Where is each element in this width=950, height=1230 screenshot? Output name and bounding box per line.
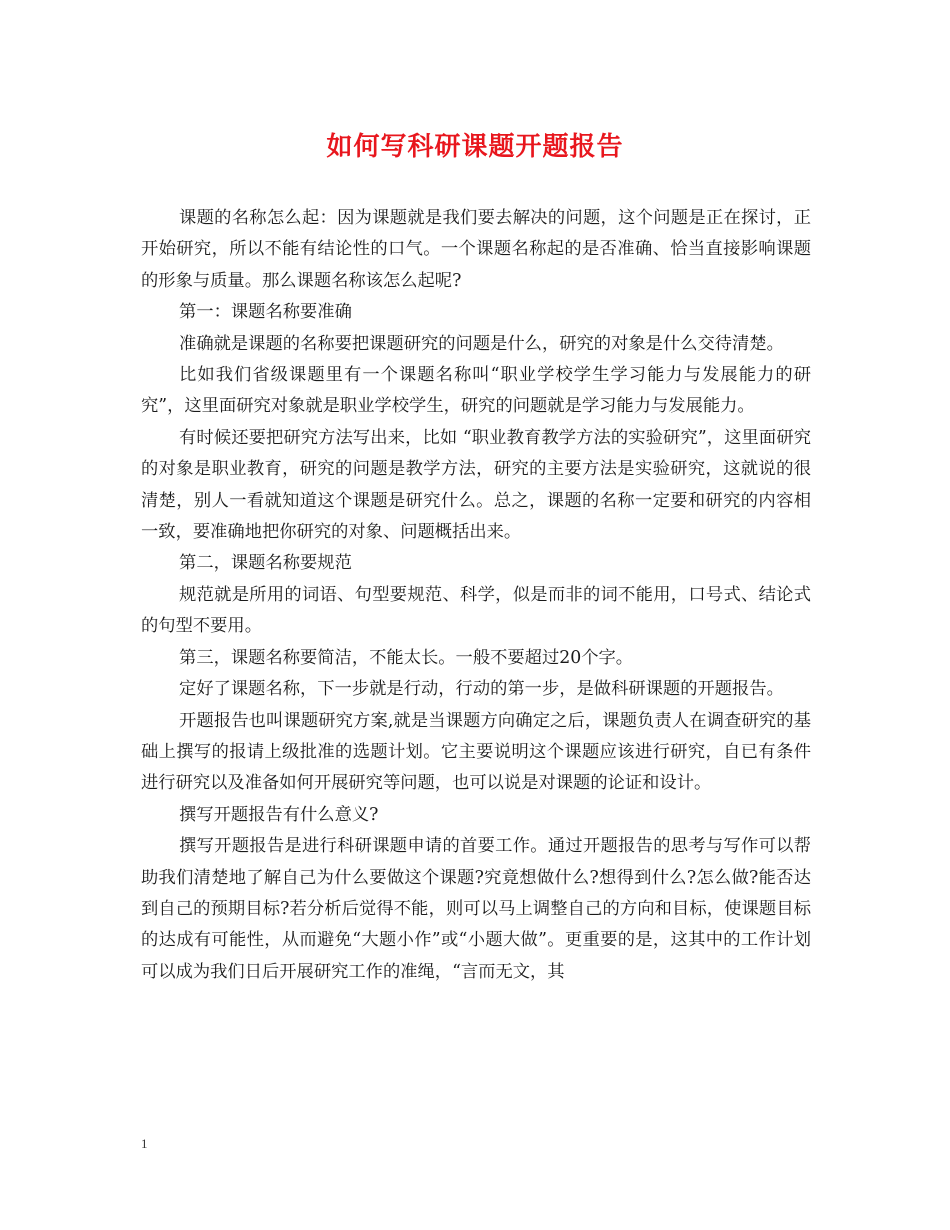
paragraph-next-step: 定好了课题名称，下一步就是行动，行动的第一步，是做科研课题的开题报告。: [179, 679, 784, 700]
paragraph-standard: 规范就是所用的词语、句型要规范、科学，似是而非的词不能用，口号式、结论式的句型不要用。: [141, 584, 811, 637]
paragraph-research-method: 有时候还要把研究方法写出来，比如 “职业教育教学方法的实验研究”，这里面研究的对象是职业教育，研究的问题是教学方法，研究的主要方法是实验研究，这就说的很清楚，别人一看就知道这个课题是研究什么。总之，课题的名称一定要和研究的内容相一致，要准确地把你研究的对象、问题概括出来。: [141, 427, 811, 543]
paragraph-significance: 撰写开题报告是进行科研课题申请的首要工作。通过开题报告的思考与写作可以帮助我们清楚地了解自己为什么要做这个课题?究竟想做什么?想得到什么?怎么做?能否达到自己的预期目标?若分析后觉得不能，则可以马上调整自己的方向和目标，使课题目标的达成有可能性，从而避免“大题小作”或“小题大做”。更重要的是，这其中的工作计划可以成为我们日后开展研究工作的准绳，“言而无文，其: [141, 836, 811, 982]
paragraph-heading-third: 第三，课题名称要简洁，不能太长。一般不要超过20个字。: [179, 647, 634, 668]
document-title: 如何写科研课题开题报告: [326, 132, 624, 162]
page-number: 1: [141, 1136, 148, 1151]
paragraph-intro: 课题的名称怎么起：因为课题就是我们要去解决的问题，这个问题是正在探讨，正开始研究，所以不能有结论性的口气。一个课题名称起的是否准确、恰当直接影响课题的形象与质量。那么课题名称该怎么起呢?: [141, 208, 811, 291]
paragraph-accuracy: 准确就是课题的名称要把课题研究的问题是什么，研究的对象是什么交待清楚。: [179, 333, 784, 354]
paragraph-example-provincial: 比如我们省级课题里有一个课题名称叫“职业学校学生学习能力与发展能力的研究”，这里面研究对象就是职业学校学生，研究的问题就是学习能力与发展能力。: [141, 365, 811, 417]
paragraph-heading-first: 第一：课题名称要准确: [179, 302, 352, 323]
paragraph-report-definition: 开题报告也叫课题研究方案,就是当课题方向确定之后，课题负责人在调查研究的基础上撰写的报请上级批准的选题计划。它主要说明这个课题应该进行研究，自已有条件进行研究以及准备如何开展研究等问题，也可以说是对课题的论证和设计。: [141, 710, 811, 794]
paragraph-heading-significance: 撰写开题报告有什么意义?: [179, 804, 379, 825]
document-body: [141, 203, 811, 988]
paragraph-heading-second: 第二，课题名称要规范: [179, 553, 352, 574]
